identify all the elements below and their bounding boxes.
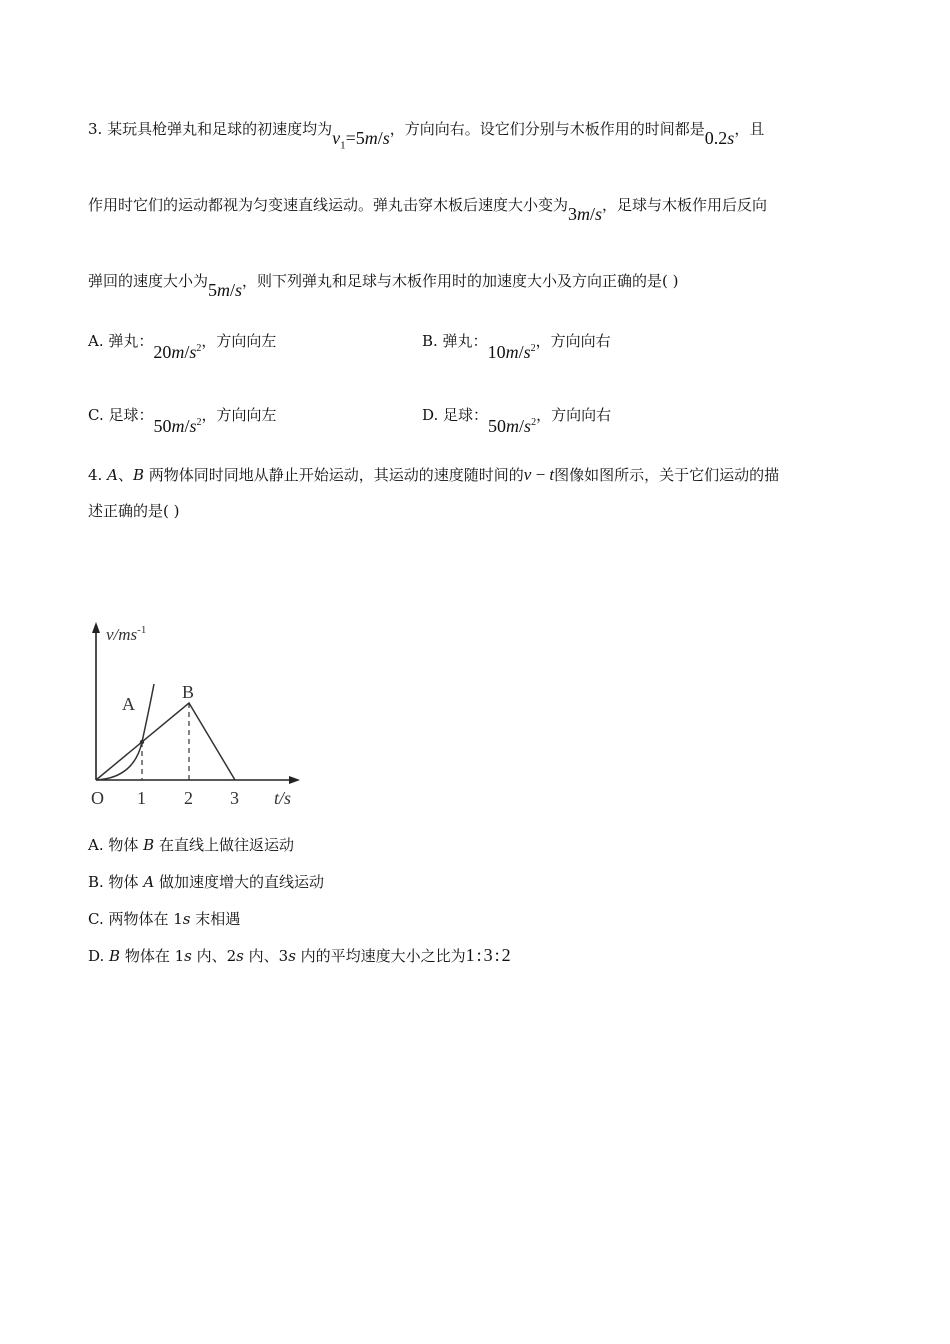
q3-option-b[interactable]: B. 弹丸：$10m/s^2$，方向向右 [422,332,611,362]
q3-option-c[interactable]: C. 足球：$50m/s^2$，方向向左 [88,406,277,436]
y-axis-label: $v/ms^{-1}$ [106,624,147,644]
x-axis-arrow [289,776,300,784]
label-b: B [182,682,195,702]
q4-option-a[interactable]: A. 物体 B 在直线上做往返运动 [88,836,294,854]
x-axis-label: t/s [274,788,292,808]
y-axis-arrow [92,622,100,633]
q4-option-b[interactable]: B. 物体 A 做加速度增大的直线运动 [88,873,324,891]
vt-graph [86,618,316,813]
x-tick-3: 3 [230,788,239,808]
q4-line-2: 述正确的是( ) [88,502,180,520]
q3-line-3: 弹回的速度大小为5m/s，则下列弹丸和足球与木板作用时的加速度大小及方向正确的是( ) [88,272,679,300]
bullet-speed: 3m/s [568,204,603,224]
x-tick-1: 1 [137,788,146,808]
ball-speed: 5m/s [208,280,243,300]
origin-label: O [91,788,104,808]
q3-option-d[interactable]: D. 足球：$50m/s^2$，方向向右 [422,406,612,436]
q3-option-a[interactable]: A. 弹丸：$20m/s^2$，方向向左 [88,332,277,362]
q3-line-1: 3. 某玩具枪弹丸和足球的初速度均为$v_1=5m/s$，方向向右。设它们分别与木板作用的时间都是0.2s，且 [88,120,765,152]
q3-line-2: 作用时它们的运动都视为匀变速直线运动。弹丸击穿木板后速度大小变为3m/s，足球与木板作用后反向 [88,196,768,224]
v1-formula: $v_1=5m/s$ [332,128,390,152]
x-tick-2: 2 [184,788,193,808]
q4-line-1: 4. A、B 两物体同时同地从静止开始运动，其运动的速度随时间的v − t图像如图所示，关于它们运动的描 [88,465,780,484]
q4-option-c[interactable]: C. 两物体在 1s 末相遇 [88,910,241,928]
label-a: A [122,694,135,714]
series-b-line [96,703,235,780]
q4-option-d[interactable]: D. B 物体在 1s 内、2s 内、3s 内的平均速度大小之比为1:3:2 [88,945,513,965]
time-value: 0.2s [704,128,735,148]
